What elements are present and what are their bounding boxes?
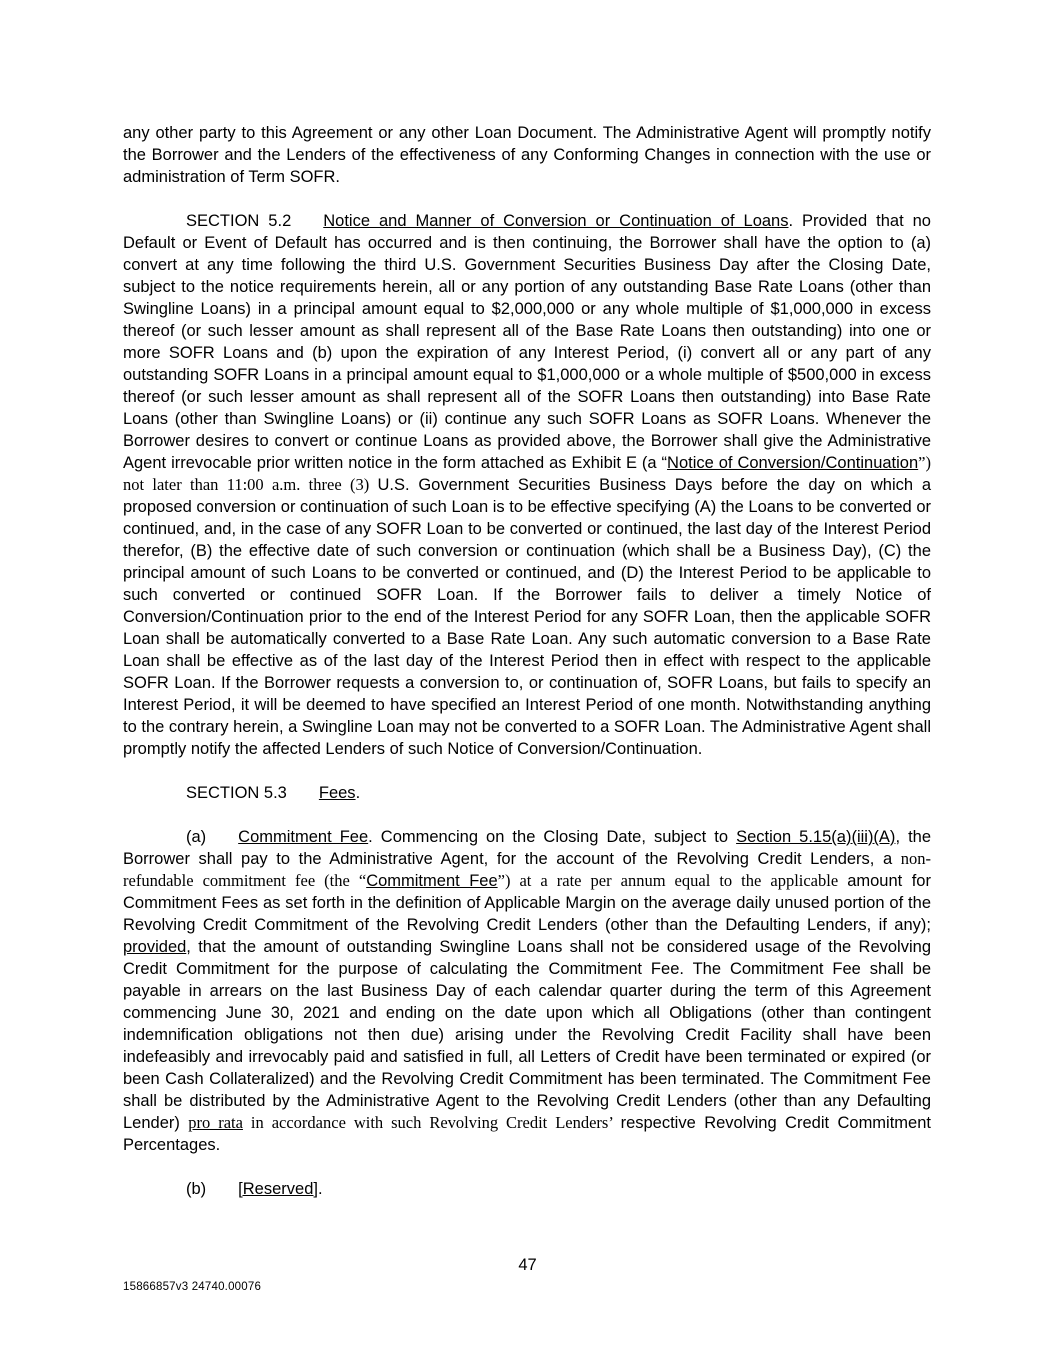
text-run: . — [317, 1180, 323, 1198]
text-run: , that the amount of outstanding Swingline Loans shall not be considered usage of the Revolving Credit Commitment for the purpose of calculating the Commitment Fee. The Commitment Fee shall be payable in arrears on the last Business Day of each calendar quarter during the term of this Agreement commencing June 30, 2021 and ending on the date upon which all Obligations (other than contingent indemnification obligations not then due) arising under the Revolving Credit Facility shall have been indefeasibly and irrevocably paid and satisfied in full, all Letters of Credit have been terminated or expired (or been Cash Collateralized) and the Revolving Credit Commitment has been terminated. The Commitment Fee shall be distributed by the Administrative Agent to the Revolving Credit Lenders (other than any Defaulting Lender) — [123, 938, 931, 1132]
text-run: U.S. Government Securities Business Days before the day on which a proposed conversion or continuation of such Loan is to be effective specifying (A) the Loans to be converted or continued, and, in the case of any SOFR Loan to be converted or continued, the last day of the Interest Period therefor, (B) the effective date of such conversion or continuation (which shall be a Business Day), (C) the principal amount of such Loans to be converted or continued, and (D) the Interest Period to be applicable to such converted or continued SOFR Loan. If the Borrower fails to deliver a timely Notice of Conversion/Continuation prior to the end of the Interest Period for any SOFR Loan, then the applicable SOFR Loan shall be automatically converted to a Base Rate Loan. Any such automatic conversion to a Base Rate Loan shall be effective as of the last day of the Interest Period then in effect with respect to the applicable SOFR Loan. If the Borrower requests a conversion to, or continuation of, SOFR Loans, but fails to specify an Interest Period, it will be deemed to have specified an Interest Period of one month. Notwithstanding anything to the contrary herein, a Swingline Loan may not be converted to a SOFR Loan. The Administrative Agent shall promptly notify the affected Lenders of such Notice of Conversion/Continuation. — [123, 476, 931, 758]
para-commitment-fee — [123, 826, 931, 1156]
text-run: Commitment Fee — [366, 872, 498, 890]
text-run: non-refundable commitment fee (the “ — [123, 849, 931, 890]
text-run: SECTION 5.3 — [186, 784, 287, 802]
text-run: Section 5.15(a)(iii)(A) — [736, 828, 896, 846]
document-body — [123, 122, 931, 1222]
text-run: (a) — [186, 828, 207, 846]
text-run: ”) not later than 11:00 a.m. three (3) — [123, 453, 931, 494]
para-reserved — [123, 1178, 931, 1200]
text-run: (b) — [186, 1180, 207, 1198]
para-section-5-3 — [123, 782, 931, 804]
text-run: Notice of Conversion/Continuation — [667, 454, 919, 472]
text-run: Fees — [318, 784, 356, 802]
para-section-5-2 — [123, 210, 931, 760]
para-continuation — [123, 122, 931, 188]
document-id-footer: 15866857v3 24740.00076 — [123, 1281, 262, 1293]
text-run: SECTION 5.2 — [186, 212, 292, 230]
text-run: provided — [123, 938, 187, 956]
text-run: , the Borrower shall pay to the Administrative Agent, for the account of the Revolving Credit Lenders, a — [123, 828, 932, 868]
text-run: [Reserved] — [238, 1180, 318, 1198]
text-run: Commitment Fee — [238, 828, 369, 846]
text-run: any other party to this Agreement or any other Loan Document. The Administrative Agent will promptly notify the Borrower and the Lenders of the effectiveness of any Conforming Changes in connection with the use or administration of Term SOFR. — [123, 124, 931, 186]
text-run: respective Revolving Credit Commitment Percentages. — [123, 1114, 931, 1154]
text-run: Notice and Manner of Conversion or Continuation of Loans — [323, 212, 789, 230]
text-run: . Provided that no Default or Event of Default has occurred and is then continuing, the Borrower shall have the option to (a) convert at any time following the third U.S. Government Securities Business Day after the Closing Date, subject to the notice requirements herein, all or any portion of any outstanding Base Rate Loans (other than Swingline Loans) in a principal amount equal to $2,000,000 or any whole multiple of $1,000,000 in excess thereof (or such lesser amount as shall represent all of the Base Rate Loans then outstanding) into one or more SOFR Loans and (b) upon the expiration of any Interest Period, (i) convert all or any part of any outstanding SOFR Loans in a principal amount equal to $1,000,000 or a whole multiple of $500,000 in excess thereof (or such lesser amount as shall represent all of the SOFR Loans then outstanding) into Base Rate Loans (other than Swingline Loans) or (ii) continue any such SOFR Loans as SOFR Loans. Whenever the Borrower desires to convert or continue Loans as provided above, the Borrower shall give the Administrative Agent irrevocable prior written notice in the form attached as Exhibit E (a “ — [123, 212, 931, 472]
page-number: 47 — [518, 1256, 537, 1274]
text-run: ”) at a rate per annum equal to the applicable — [497, 871, 848, 890]
text-run: pro rata — [188, 1113, 243, 1132]
text-run: . Commencing on the Closing Date, subject to — [368, 828, 737, 846]
text-run: . — [355, 784, 361, 802]
text-run: amount for Commitment Fees as set forth in the definition of Applicable Margin on the average daily unused portion of the Revolving Credit Commitment of the Revolving Credit Lenders (other than the Defaulting Lenders, if any); — [123, 872, 931, 934]
text-run: in accordance with such Revolving Credit Lenders’ — [242, 1113, 621, 1132]
